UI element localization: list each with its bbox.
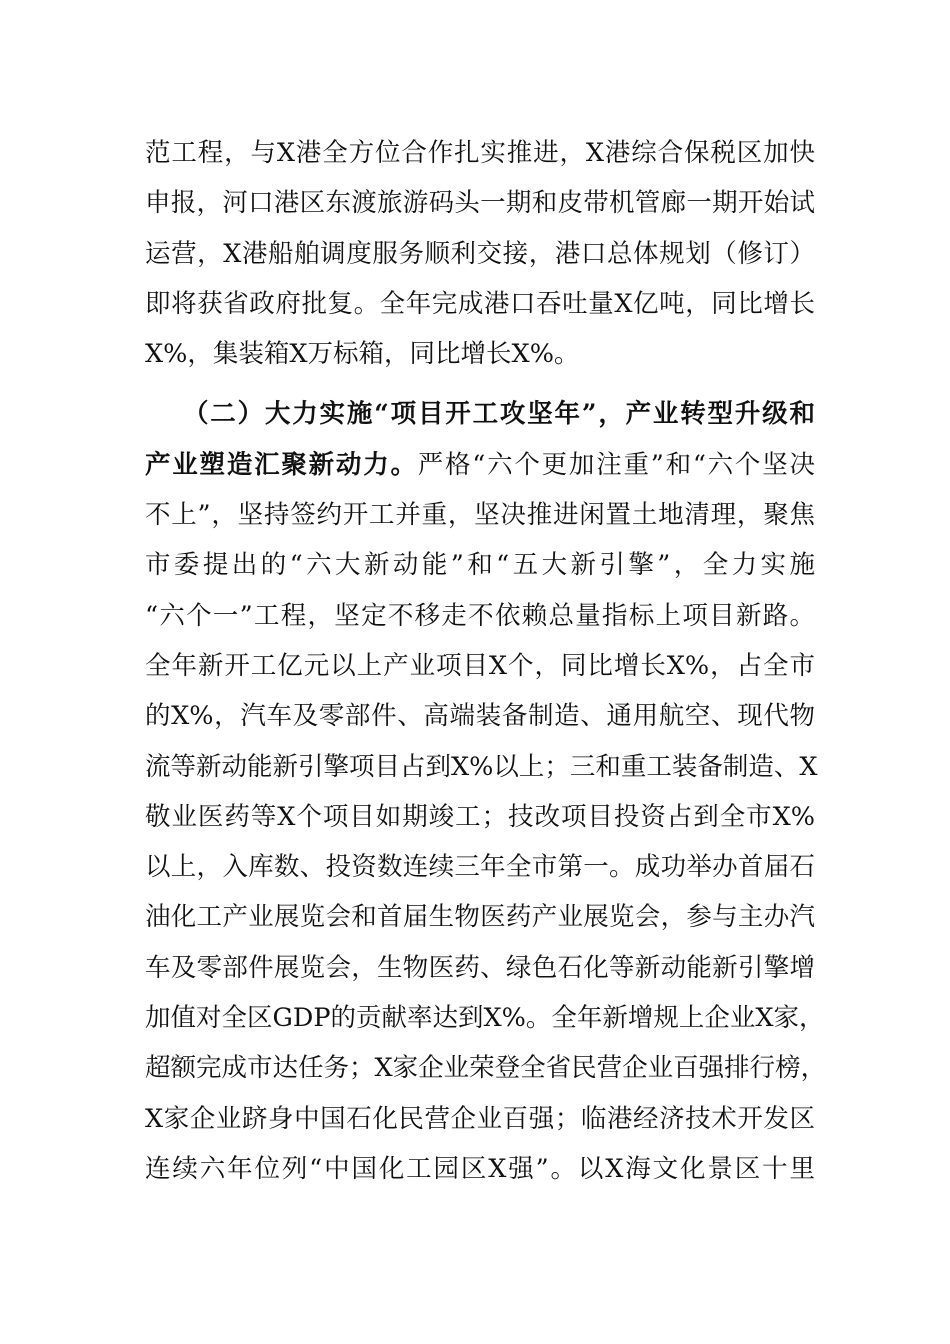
text-line: 车及零部件展览会，生物医药、绿色石化等新动能新引擎增 bbox=[145, 952, 815, 983]
paragraph-gap bbox=[145, 379, 815, 389]
section-heading: （二）大力实施“项目开工攻坚年”，产业转型升级和 bbox=[183, 399, 815, 430]
text-line: 市委提出的“六大新动能”和“五大新引擎”，全力实施 bbox=[145, 550, 815, 581]
text-line: 全年新开工亿元以上产业项目X个，同比增长X%，占全市 bbox=[145, 650, 815, 681]
text-line: 申报，河口港区东渡旅游码头一期和皮带机管廊一期开始试 bbox=[145, 188, 815, 219]
text-line: 超额完成市达任务；X家企业荣登全省民营企业百强排行榜， bbox=[145, 1053, 827, 1084]
text-line bbox=[145, 440, 815, 490]
text-line: 敬业医药等X个项目如期竣工；技改项目投资占到全市X% bbox=[145, 801, 815, 832]
text-line: 不上”，坚持签约开工并重，坚决推进闲置土地清理，聚焦 bbox=[145, 500, 815, 531]
text-line: 即将获省政府批复。全年完成港口吞吐量X亿吨，同比增长 bbox=[145, 288, 815, 319]
text-line: 加值对全区GDP的贡献率达到X%。全年新增规上企业X家， bbox=[145, 1003, 825, 1034]
document-page bbox=[145, 128, 827, 1194]
section-heading-continued: 产业塑造汇聚新动力。 bbox=[145, 449, 418, 480]
text-line: X家企业跻身中国石化民营企业百强；临港经济技术开发区 bbox=[145, 1103, 815, 1134]
text-line: 连续六年位列“中国化工园区X强”。以X海文化景区十里 bbox=[145, 1153, 815, 1184]
text-line: “六个一”工程，坚定不移走不依赖总量指标上项目新路。 bbox=[145, 600, 815, 631]
paragraph-2 bbox=[145, 389, 827, 1194]
text-line: 运营，X港船舶调度服务顺利交接，港口总体规划（修订） bbox=[145, 238, 815, 269]
text-line: 范工程，与X港全方位合作扎实推进，X港综合保税区加快 bbox=[145, 138, 815, 168]
text-line: 油化工产业展览会和首届生物医药产业展览会，参与主办汽 bbox=[145, 902, 815, 933]
paragraph-1 bbox=[145, 128, 815, 379]
text-line: 以上，入库数、投资数连续三年全市第一。成功举办首届石 bbox=[145, 852, 815, 883]
text-line: 的X%，汽车及零部件、高端装备制造、通用航空、现代物 bbox=[145, 701, 815, 732]
text-segment: 严格“六个更加注重”和“六个坚决 bbox=[417, 449, 815, 480]
text-line: X%，集装箱X万标箱，同比增长X%。 bbox=[145, 339, 580, 370]
text-line: 流等新动能新引擎项目占到X%以上；三和重工装备制造、X bbox=[145, 751, 818, 782]
